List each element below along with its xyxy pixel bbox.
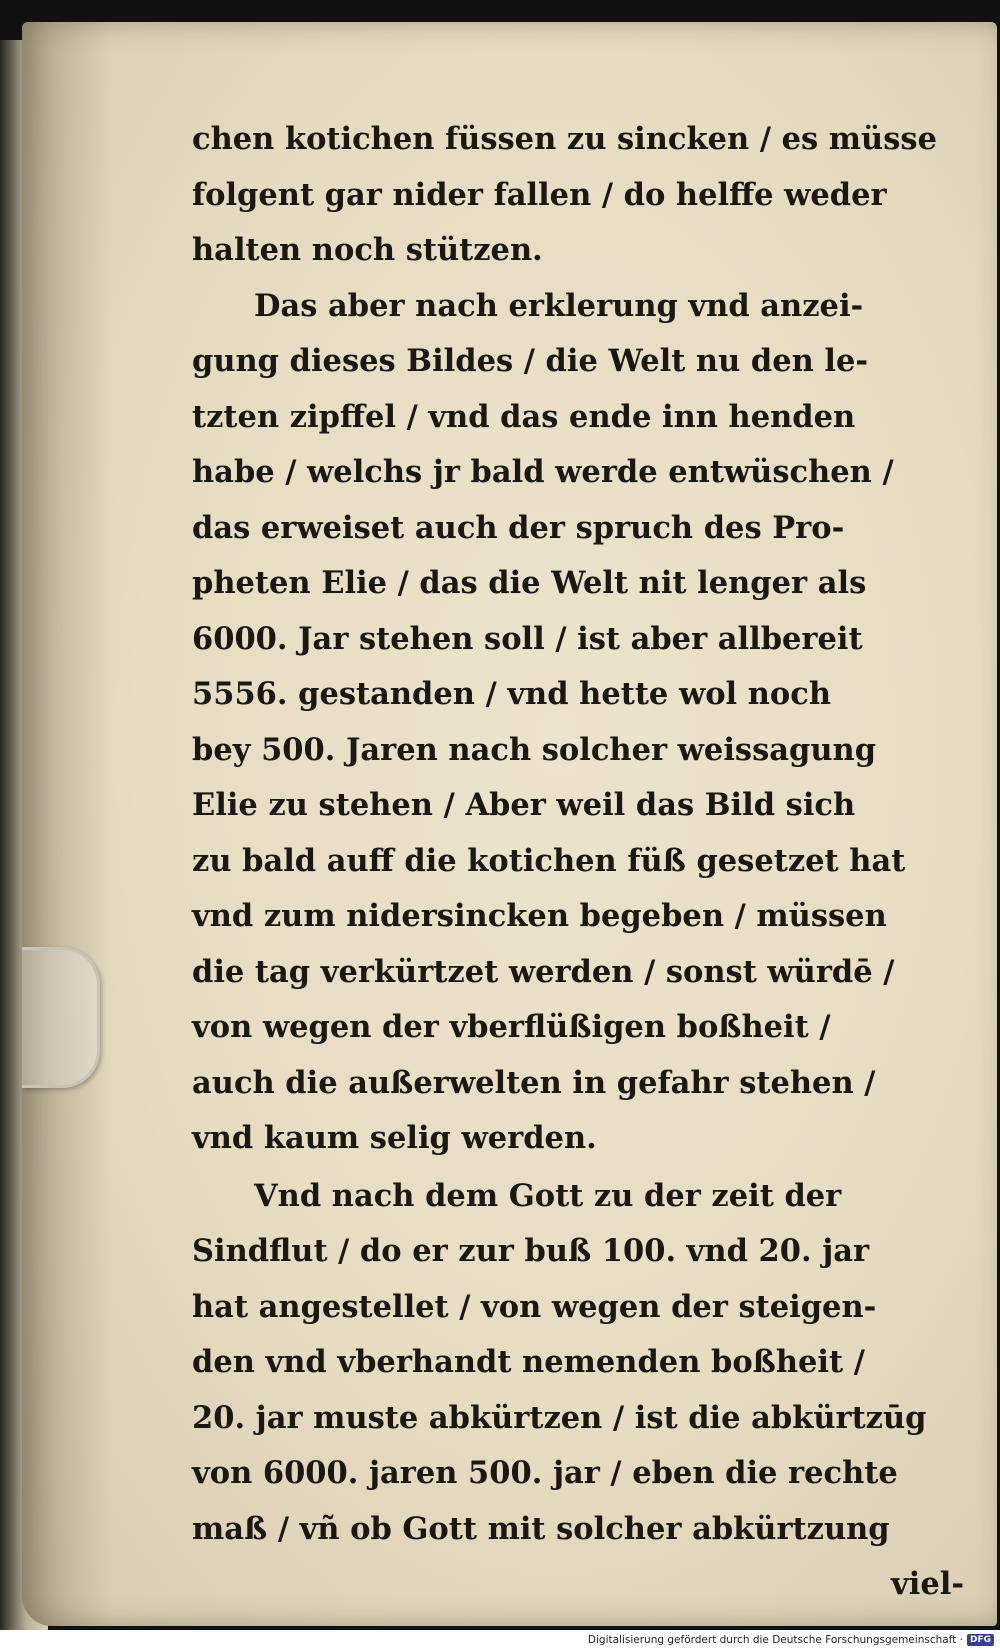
text-line: die tag verkürtzet werden / sonst würdē / xyxy=(192,953,895,990)
text-line: von wegen der vberflüßigen boßheit / xyxy=(192,1009,831,1045)
text-line: maß / vñ ob Gott mit solcher abkürtzung xyxy=(192,1510,890,1547)
footer-credit: Digitalisierung gefördert durch die Deutsche Forschungsgemeinschaft · xyxy=(587,1634,963,1646)
text-line: 5556. gestanden / vnd hette wol noch xyxy=(192,676,832,712)
text-line: vnd zum nidersincken begeben / müssen xyxy=(192,898,887,934)
text-line: tzten zipffel / vnd das ende inn henden xyxy=(192,398,856,435)
paragraph-start-line: Das aber nach erklerung vnd anzei- xyxy=(254,287,864,324)
text-line: zu bald auff die kotichen füß gesetzet hat xyxy=(192,842,906,879)
text-block xyxy=(192,112,972,1613)
text-line: chen kotichen füssen zu sincken / es müsse xyxy=(192,121,937,157)
gutter-shadow xyxy=(22,22,112,1626)
text-line: bey 500. Jaren nach solcher weissagung xyxy=(192,731,877,768)
text-line: von 6000. jaren 500. jar / eben die rechte xyxy=(192,1455,898,1491)
text-line: 6000. Jar stehen soll / ist aber allbereit xyxy=(192,620,863,657)
text-line: hat angestellet / von wegen der steigen- xyxy=(192,1288,877,1325)
book-page xyxy=(22,22,997,1626)
paragraph-start-line: Vnd nach dem Gott zu der zeit der xyxy=(254,1177,842,1214)
text-line: vnd kaum selig werden. xyxy=(192,1120,597,1156)
text-line: pheten Elie / das die Welt nit lenger als xyxy=(192,565,867,601)
page-clip xyxy=(22,947,100,1088)
digitization-footer xyxy=(588,1632,994,1648)
text-line: Sindflut / do er zur buß 100. vnd 20. jar xyxy=(192,1233,870,1269)
text-line: halten noch stützen. xyxy=(192,232,543,268)
catchword: viel- xyxy=(891,1566,964,1602)
text-line: auch die außerwelten in gefahr stehen / xyxy=(192,1064,876,1101)
text-line: gung dieses Bildes / die Welt nu den le- xyxy=(192,343,869,379)
text-line: 20. jar muste abkürtzen / ist die abkürtzūg xyxy=(192,1399,927,1436)
dfg-logo: DFG xyxy=(967,1634,994,1646)
text-line: Elie zu stehen / Aber weil das Bild sich xyxy=(192,787,856,823)
text-line: folgent gar nider fallen / do helffe weder xyxy=(192,176,887,213)
text-line: den vnd vberhandt nemenden boßheit / xyxy=(192,1344,865,1380)
text-line: das erweiset auch der spruch des Pro- xyxy=(192,509,845,546)
text-line: habe / welchs jr bald werde entwüschen / xyxy=(192,454,894,490)
